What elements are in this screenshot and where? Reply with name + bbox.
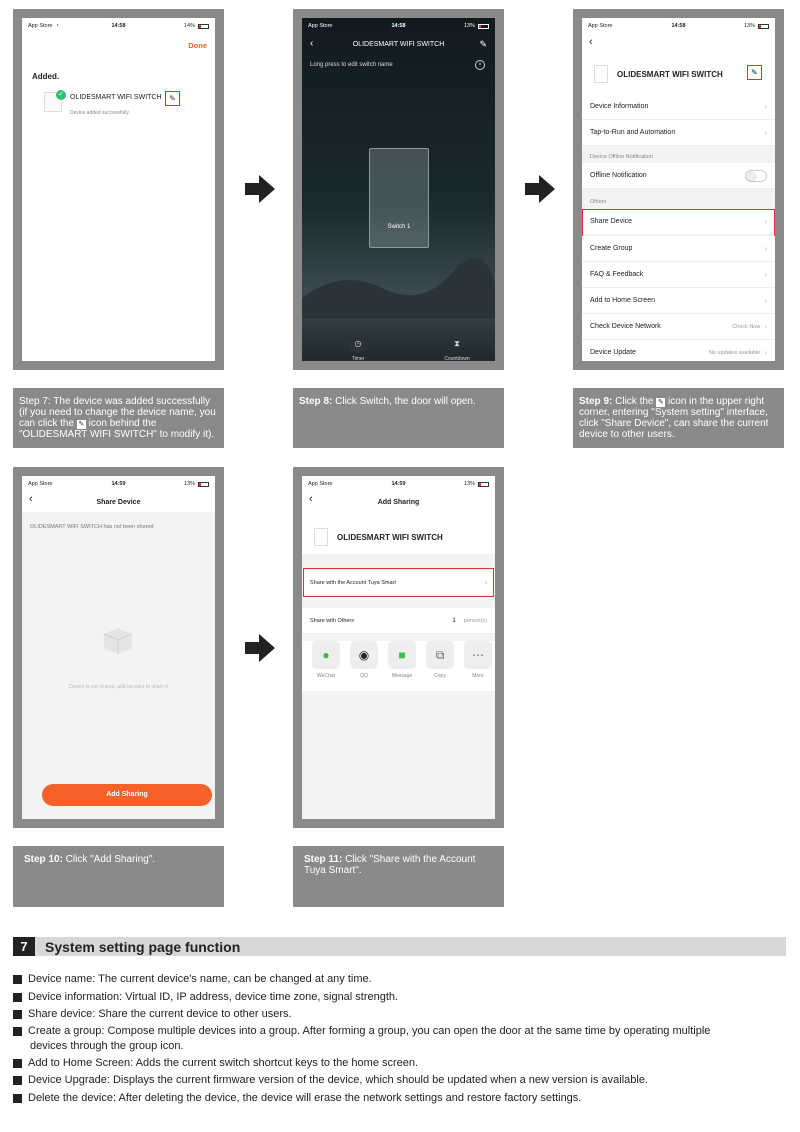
caption-text: Click the: [612, 396, 654, 407]
battery-percent: 13%: [743, 23, 755, 29]
share-app-copy[interactable]: [426, 641, 454, 679]
bullet-item: [13, 973, 372, 986]
person-count[interactable]: 1: [452, 617, 456, 624]
row-label: Share with the Account Tuya Smart: [310, 579, 396, 586]
add-sharing-button[interactable]: Add Sharing: [42, 784, 212, 806]
status-bar: [22, 476, 215, 492]
device-name: OLIDESMART WIFI SWITCH: [337, 533, 443, 542]
share-app-qq[interactable]: [350, 641, 378, 679]
caption-text: Click "Share with the Account Tuya Smart".: [304, 854, 476, 876]
row-label: Add to Home Screen: [590, 297, 655, 304]
row-label: Tap-to-Run and Automation: [590, 129, 676, 136]
arrow-right-icon: [245, 634, 275, 662]
screen-title: Add Sharing: [377, 499, 420, 506]
time-label: 14:59: [111, 481, 126, 487]
share-apps-row: [302, 641, 495, 691]
bullet-item: [13, 1025, 783, 1038]
caption-text: Step 7: The device was added successfully (if you need to change the device name, you can click the: [19, 396, 216, 429]
bullet-square: [13, 993, 22, 1002]
row-create-group[interactable]: [582, 236, 775, 262]
app-label: WeChat: [317, 673, 335, 679]
screen-title: Share Device: [96, 499, 141, 506]
step9-screenshot-frame: [573, 9, 784, 370]
bullet-text: Share device: Share the current device to other users.: [28, 1008, 292, 1020]
close-icon[interactable]: ×: [475, 60, 485, 70]
share-app-more[interactable]: [464, 641, 492, 679]
bullet-item: [13, 1092, 581, 1105]
bullet-square: [13, 1076, 22, 1085]
row-share-others: [302, 608, 495, 634]
carrier-label: App Store: [588, 23, 613, 29]
section-number: 7: [13, 937, 35, 956]
section-header: Others: [590, 199, 607, 205]
battery-percent: 14%: [183, 23, 195, 29]
arrow-right-icon: [245, 175, 275, 203]
section-title: System setting page function: [45, 939, 241, 955]
app-label: More: [472, 673, 484, 679]
row-faq[interactable]: [582, 262, 775, 288]
row-label: Create Group: [590, 245, 633, 252]
step8-caption: [293, 388, 504, 448]
step8-phone: [302, 18, 495, 361]
battery-icon: [478, 482, 489, 487]
back-icon[interactable]: ‹: [589, 36, 593, 48]
done-button[interactable]: Done: [188, 41, 207, 50]
chevron-right-icon: ›: [764, 270, 767, 279]
step-label: Step 10:: [24, 854, 63, 865]
bullet-item: [13, 991, 398, 1004]
chevron-right-icon: ›: [764, 217, 767, 226]
row-label: FAQ & Feedback: [590, 271, 644, 278]
caption-text: icon in the upper right corner, entering "System setting" interface, click "Share Device", can share the current device to other users.: [579, 396, 769, 440]
share-app-wechat[interactable]: [312, 641, 340, 679]
time-label: 14:58: [671, 23, 686, 29]
step9-caption: [573, 388, 784, 448]
bullet-square: [13, 1059, 22, 1068]
back-icon[interactable]: ‹: [310, 38, 314, 49]
added-heading: Added.: [32, 72, 60, 81]
wechat-icon: ●: [312, 641, 340, 669]
row-offline-notification: [582, 163, 775, 189]
edit-name-icon[interactable]: ✎: [165, 91, 180, 106]
time-label: 14:59: [391, 481, 406, 487]
bullet-text: Device name: The current device's name, can be changed at any time.: [28, 973, 372, 985]
chevron-right-icon: ›: [764, 348, 767, 357]
step7-caption: [13, 388, 224, 448]
status-bar: [302, 476, 495, 492]
battery-percent: 13%: [463, 481, 475, 487]
step11-caption: [293, 846, 504, 907]
bullet-text: Device information: Virtual ID, IP address, device time zone, signal strength.: [28, 991, 399, 1003]
carrier-label: App Store: [308, 481, 333, 487]
step-label: Step 11:: [304, 854, 343, 865]
highlight-box: [303, 568, 494, 597]
bullet-square: [13, 1010, 22, 1019]
bullet-square: [13, 1027, 22, 1036]
caption-text: Click "Add Sharing".: [62, 854, 156, 865]
message-icon: ■: [388, 641, 416, 669]
battery-percent: 13%: [183, 481, 195, 487]
bullet-continuation: devices through the group icon.: [30, 1040, 184, 1052]
bullet-text: Create a group: Compose multiple devices into a group. After forming a group, you can open the door at the same time by operating multiple: [28, 1025, 711, 1037]
app-label: Copy: [434, 673, 446, 679]
battery-icon: [758, 24, 769, 29]
step10-screenshot-frame: [13, 467, 224, 828]
chevron-right-icon: ›: [764, 322, 767, 331]
chevron-right-icon: ›: [764, 102, 767, 111]
row-label: Device Information: [590, 103, 649, 110]
highlight-box: [582, 209, 775, 237]
row-value: Check Now: [732, 323, 761, 330]
edit-icon: ✎: [657, 399, 664, 406]
device-thumbnail: [594, 65, 608, 83]
step-label: Step 8:: [299, 396, 333, 407]
hint-text: Long press to edit switch name: [310, 62, 393, 68]
step7-screenshot-frame: [13, 9, 224, 370]
step8-screenshot-frame: [293, 9, 504, 370]
caption-text: icon behind the "OLIDESMART WIFI SWITCH" to modify it).: [19, 418, 215, 440]
switch-1-label: Switch 1: [387, 224, 411, 230]
timer-label: Timer: [351, 356, 365, 361]
battery-icon: [478, 24, 489, 29]
empty-box-icon: [100, 624, 136, 654]
step10-caption: [13, 846, 224, 907]
time-label: 14:58: [111, 23, 126, 29]
chevron-right-icon: ›: [484, 578, 487, 587]
device-name: OLIDESMART WIFI SWITCH: [617, 70, 723, 79]
countdown-label: Countdown: [444, 356, 470, 361]
step7-phone: [22, 18, 215, 361]
timer-icon[interactable]: ◷: [349, 335, 367, 353]
qq-icon: ◉: [350, 641, 378, 669]
bullet-text: Add to Home Screen: Adds the current switch shortcut keys to the home screen.: [28, 1057, 419, 1069]
battery-icon: [198, 482, 209, 487]
app-label: Message: [391, 673, 413, 679]
back-icon[interactable]: ‹: [309, 493, 313, 505]
section-header: Device Offline Notification: [590, 154, 653, 160]
battery-percent: 13%: [463, 23, 475, 29]
share-app-message[interactable]: [388, 641, 416, 679]
row-label: Offline Notification: [590, 172, 647, 179]
row-device-update[interactable]: [582, 340, 775, 361]
bullet-square: [13, 975, 22, 984]
switch-1-button[interactable]: [369, 148, 429, 248]
check-icon: ✓: [56, 90, 66, 100]
toggle-switch[interactable]: [745, 170, 767, 182]
screen-title: OLIDESMART WIFI SWITCH: [352, 41, 445, 48]
wifi-icon: ◔: [55, 23, 59, 29]
row-label: Share with Others: [310, 617, 355, 624]
chevron-right-icon: ›: [764, 244, 767, 253]
countdown-icon[interactable]: ⧗: [454, 339, 460, 348]
app-label: QQ: [360, 673, 368, 679]
chevron-right-icon: ›: [764, 296, 767, 305]
row-label: Device Update: [590, 349, 636, 356]
status-bar: [582, 18, 775, 34]
row-label: Check Device Network: [590, 323, 661, 330]
bullet-square: [13, 1094, 22, 1103]
status-bar: [22, 18, 215, 34]
more-icon: ⋯: [464, 641, 492, 669]
bullet-item: [13, 1074, 648, 1087]
not-shared-note: OLIDESMART WIFI SWITCH has not been shared: [30, 524, 154, 530]
arrow-right-icon: [525, 175, 555, 203]
edit-icon[interactable]: ✎: [479, 39, 487, 49]
carrier-label: App Store: [28, 23, 53, 29]
edit-icon[interactable]: ✎: [747, 65, 762, 80]
step11-screenshot-frame: [293, 467, 504, 828]
device-name: OLIDESMART WIFI SWITCH: [70, 94, 162, 101]
time-label: 14:58: [391, 23, 406, 29]
copy-icon: ⧉: [426, 641, 454, 669]
edit-icon: ✎: [78, 421, 85, 428]
device-added-subtitle: Device added successfully: [70, 110, 129, 116]
persons-unit: person(s): [463, 617, 487, 624]
row-label: Share Device: [590, 218, 633, 225]
bullet-text: Device Upgrade: Displays the current firmware version of the device, which should be updated when a new version is available.: [28, 1074, 648, 1086]
status-bar: [302, 18, 495, 34]
row-add-home-screen[interactable]: [582, 288, 775, 314]
mountain-silhouette: [302, 258, 495, 318]
step9-phone: [582, 18, 775, 361]
chevron-right-icon: ›: [764, 128, 767, 137]
carrier-label: App Store: [28, 481, 53, 487]
carrier-label: App Store: [308, 23, 333, 29]
row-tap-to-run[interactable]: [582, 120, 775, 146]
step10-phone: [22, 476, 215, 819]
caption-text: Click Switch, the door will open.: [332, 396, 476, 407]
bullet-item: [13, 1008, 292, 1021]
bullet-item: [13, 1057, 418, 1070]
row-check-network[interactable]: [582, 314, 775, 340]
device-thumbnail: [314, 528, 328, 546]
battery-icon: [198, 24, 209, 29]
row-device-information[interactable]: [582, 94, 775, 120]
bullet-text: Delete the device: After deleting the device, the device will erase the network settings and restore factory settings.: [28, 1092, 582, 1104]
step11-phone: [302, 476, 495, 819]
step-label: Step 9:: [579, 396, 613, 407]
row-value: No updates available: [708, 349, 761, 356]
empty-state-text: Device is not shared, add account to share it: [69, 684, 168, 690]
back-icon[interactable]: ‹: [29, 493, 33, 505]
